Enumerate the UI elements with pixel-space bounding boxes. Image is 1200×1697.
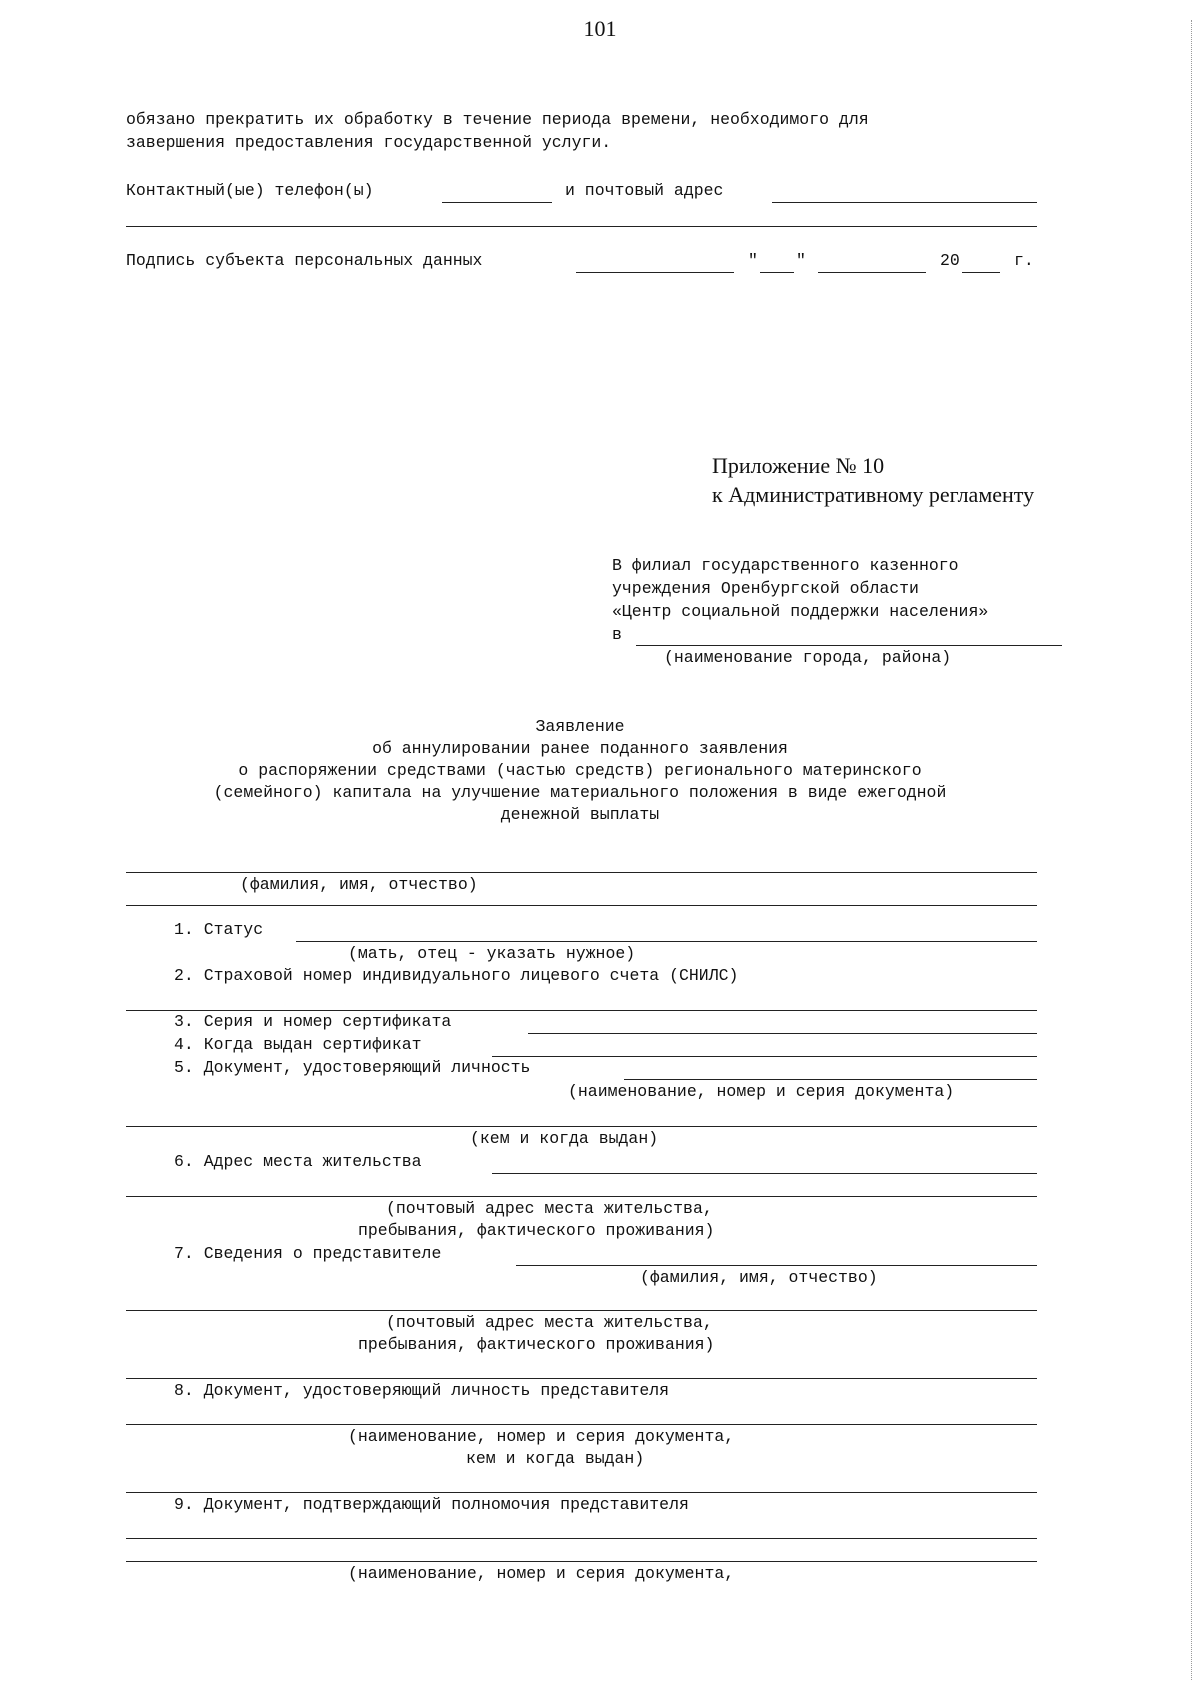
item-8-hint-2: кем и когда выдан) (466, 1449, 645, 1468)
representative-document-field-2[interactable] (126, 1492, 1037, 1493)
item-7-label: 7. Сведения о представителе (174, 1244, 442, 1263)
year-suffix: г. (1014, 251, 1034, 270)
item-4-label: 4. Когда выдан сертификат (174, 1035, 422, 1054)
year-prefix: 20 (940, 251, 960, 270)
heading-line-5: денежной выплаты (500, 805, 660, 824)
item-5-hint: (наименование, номер и серия документа) (568, 1082, 955, 1101)
item-1-label: 1. Статус (174, 920, 264, 939)
heading-line-2: об аннулировании ранее поданного заявления (372, 739, 788, 758)
representative-address-field[interactable] (126, 1310, 1037, 1311)
item-9-hint-1: (наименование, номер и серия документа, (348, 1564, 735, 1583)
item-6-hint-2: пребывания, фактического проживания) (358, 1221, 715, 1240)
fio-hint: (фамилия, имя, отчество) (240, 875, 478, 894)
addressee-line-2: учреждения Оренбургской области (612, 579, 919, 598)
item-6-hint-1: (почтовый адрес места жительства, (386, 1199, 713, 1218)
residence-address-field[interactable] (492, 1173, 1037, 1174)
status-field[interactable] (296, 941, 1037, 942)
item-5-hint-2: (кем и когда выдан) (470, 1129, 659, 1148)
heading-line-4: (семейного) капитала на улучшение материального положения в виде ежегодной (213, 783, 947, 802)
fio-field[interactable] (126, 872, 1037, 873)
authority-document-field[interactable] (126, 1538, 1037, 1539)
contact-phone-label: Контактный(ые) телефон(ы) (126, 181, 374, 200)
addressee-city-field[interactable] (636, 645, 1062, 646)
top-text-line-2: завершения предоставления государственной услуги. (126, 133, 612, 152)
contact-address-field[interactable] (772, 202, 1037, 203)
date-quote-close: " (796, 251, 806, 270)
heading-line-1: Заявление (535, 717, 625, 736)
signature-label: Подпись субъекта персональных данных (126, 251, 483, 270)
residence-address-field-2[interactable] (126, 1196, 1037, 1197)
representative-name-field[interactable] (516, 1265, 1037, 1266)
item-1-hint: (мать, отец - указать нужное) (348, 944, 636, 963)
snils-field[interactable] (126, 1010, 1037, 1011)
contact-address-label: и почтовый адрес (565, 181, 724, 200)
item-5-label: 5. Документ, удостоверяющий личность (174, 1058, 531, 1077)
representative-address-field-2[interactable] (126, 1378, 1037, 1379)
contact-phone-field[interactable] (442, 202, 552, 203)
authority-document-field-2[interactable] (126, 1561, 1037, 1562)
date-month-field[interactable] (818, 272, 926, 273)
appendix-title: Приложение № 10 (712, 453, 885, 478)
signature-field[interactable] (576, 272, 734, 273)
date-quote-open: " (748, 251, 758, 270)
identity-document-field[interactable] (624, 1079, 1037, 1080)
item-2-label: 2. Страховой номер индивидуального лицевого счета (СНИЛС) (174, 966, 739, 985)
item-6-label: 6. Адрес места жительства (174, 1152, 422, 1171)
addressee-hint: (наименование города, района) (664, 648, 952, 667)
item-7-hint-3: пребывания, фактического проживания) (358, 1335, 715, 1354)
date-day-field[interactable] (760, 272, 794, 273)
representative-document-field[interactable] (126, 1424, 1037, 1425)
item-7-hint: (фамилия, имя, отчество) (640, 1268, 878, 1287)
certificate-date-field[interactable] (492, 1056, 1037, 1057)
heading-line-3: о распоряжении средствами (частью средств) регионального материнского (238, 761, 922, 780)
addressee-prefix: в (612, 625, 622, 644)
contact-address-field-2[interactable] (126, 226, 1037, 227)
addressee-line-1: В филиал государственного казенного (612, 556, 959, 575)
item-9-label: 9. Документ, подтверждающий полномочия представителя (174, 1495, 689, 1514)
addressee-line-3: «Центр социальной поддержки населения» (612, 602, 989, 621)
date-year-field[interactable] (962, 272, 1000, 273)
item-3-label: 3. Серия и номер сертификата (174, 1012, 452, 1031)
item-7-hint-2: (почтовый адрес места жительства, (386, 1313, 713, 1332)
page-number: 101 (583, 16, 617, 41)
appendix-subtitle: к Административному регламенту (712, 482, 1035, 507)
item-8-hint-1: (наименование, номер и серия документа, (348, 1427, 735, 1446)
top-text-line-1: обязано прекратить их обработку в течение периода времени, необходимого для (126, 110, 869, 129)
item-8-label: 8. Документ, удостоверяющий личность представителя (174, 1381, 670, 1400)
certificate-number-field[interactable] (528, 1033, 1037, 1034)
fio-field-2[interactable] (126, 905, 1037, 906)
scan-edge-dots (1191, 20, 1192, 1680)
identity-document-issuer-field[interactable] (126, 1126, 1037, 1127)
